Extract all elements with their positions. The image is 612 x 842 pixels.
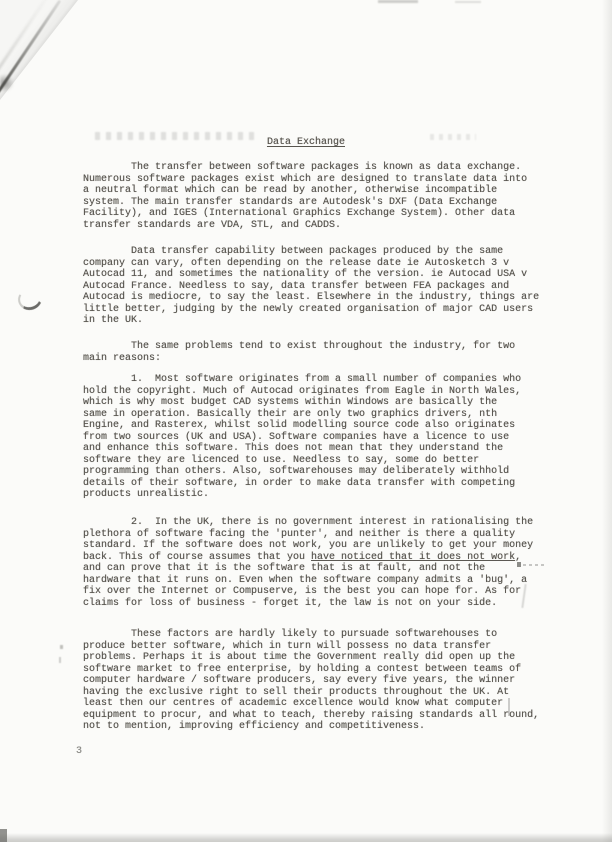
text-line: plethora of software facing the 'punter', and neither is there a quality bbox=[83, 528, 516, 540]
text-line: produce better software, which in turn will possess no data transfer bbox=[83, 640, 492, 652]
list-item-2 bbox=[83, 517, 533, 609]
text-line: details of their software, in order to make data transfer with competing bbox=[83, 477, 516, 489]
text-line: programming than others. Also, softwarehouses may deliberately withhold bbox=[83, 466, 510, 477]
text-segment: back. This of course assumes that you bbox=[83, 551, 312, 563]
text-line: hold the copyright. Much of Autocad originates from Eagle in North Wales, bbox=[83, 385, 522, 397]
hole-punch-mark bbox=[15, 285, 45, 313]
scan-smudge bbox=[378, 0, 418, 3]
text-line: standard. If the software does not work, you are unlikely to get your money bbox=[83, 540, 534, 551]
text-line: The same problems tend to exist throughout the industry, for two bbox=[83, 341, 516, 352]
text-line: Engine, and Rasterex, whilst solid modelling source code also originates bbox=[83, 420, 516, 431]
paragraph-transfer-capability bbox=[83, 246, 539, 327]
scan-edge-shadow-right bbox=[602, 0, 612, 842]
text-line: Data transfer capability between packages produced by the same bbox=[83, 246, 504, 257]
text-line: software market to free enterprise, by holding a contest between teams of bbox=[83, 663, 522, 675]
text-segment: , bbox=[515, 551, 522, 563]
text-line: little better, judging by the newly created organisation of major CAD users bbox=[83, 303, 534, 315]
text-line: and enhance this software. This does not mean that they understand the bbox=[83, 443, 504, 454]
text-line: Autocad is mediocre, to say the least. Elsewhere in the industry, things are bbox=[83, 292, 540, 303]
text-line: The transfer between software packages is known as data exchange. bbox=[83, 162, 522, 173]
corner-shadow-blob bbox=[0, 74, 14, 92]
document-title: Data Exchange bbox=[266, 137, 345, 148]
text-line: main reasons: bbox=[83, 352, 162, 364]
text-line bbox=[83, 552, 533, 564]
text-line: 1. Most software originates from a small number of companies who bbox=[83, 374, 522, 385]
text-line: claims for loss of business - forget it, the law is not on your side. bbox=[83, 597, 498, 609]
text-line: same in operation. Basically their are only two graphics drivers, nth bbox=[83, 408, 498, 420]
scan-smudge bbox=[455, 1, 481, 3]
text-line: problems. Perhaps it is about time the Government really did open up the bbox=[83, 652, 516, 663]
text-line: fix over the Internet or Compuserve, is the best you can hope for. As for bbox=[83, 586, 522, 597]
text-line: company can vary, often depending on the release date ie Autosketch 3 v bbox=[83, 257, 510, 269]
text-line: transfer standards are VDA, STL, and CADDS. bbox=[83, 219, 342, 231]
text-line: in the UK. bbox=[83, 315, 144, 326]
scan-speck bbox=[60, 645, 63, 649]
text-line: least then our centres of academic excellence would know what computer bbox=[83, 698, 504, 709]
page-number: 3 bbox=[76, 746, 83, 757]
text-line: 2. In the UK, there is no government interest in rationalising the bbox=[83, 517, 534, 528]
list-item-1 bbox=[83, 374, 521, 501]
text-line: and can prove that it is the software that is at fault, and not the bbox=[83, 563, 486, 574]
text-line: from two sources (UK and USA). Software companies have a licence to use bbox=[83, 431, 510, 443]
text-line: system. The main transfer standards are Autodesk's DXF (Data Exchange bbox=[83, 196, 498, 208]
paragraph-intro bbox=[83, 162, 527, 231]
paragraph-two-reasons bbox=[83, 341, 515, 364]
scan-edge-mark bbox=[0, 829, 7, 842]
text-line: These factors are hardly likely to pursuade softwarehouses to bbox=[83, 629, 498, 640]
scan-edge-shadow-bottom bbox=[0, 833, 612, 842]
text-line: Autocad France. Needless to say, data transfer between FEA packages and bbox=[83, 280, 510, 292]
text-line: hardware that it runs on. Even when the software company admits a 'bug', a bbox=[83, 574, 528, 586]
scan-speck bbox=[59, 657, 61, 663]
text-line: which is why most budget CAD systems within Windows are basically the bbox=[83, 397, 498, 408]
text-line: equipment to procur, and what to teach, thereby raising standards all round, bbox=[83, 709, 540, 721]
text-line: having the exclusive right to sell their products throughout the UK. At bbox=[83, 686, 510, 698]
text-line: computer hardware / software producers, say every five years, the winner bbox=[83, 675, 516, 686]
text-line: not to mention, improving efficiency and competitiveness. bbox=[83, 721, 426, 732]
text-line: Facility), and IGES (International Graphics Exchange System). Other data bbox=[83, 208, 516, 219]
text-line: products unrealistic. bbox=[83, 489, 210, 500]
text-line: Numerous software packages exist which are designed to translate data into bbox=[83, 173, 528, 185]
underlined-text-segment: have noticed that it does not work bbox=[311, 551, 516, 563]
paragraph-conclusion bbox=[83, 629, 539, 733]
text-line: Autocad 11, and sometimes the nationality of the version. ie Autocad USA v bbox=[83, 269, 528, 280]
text-line: a neutral format which can be read by another, otherwise incompatible bbox=[83, 185, 498, 196]
text-line: software they are licenced to use. Needless to say, some do better bbox=[83, 454, 480, 466]
